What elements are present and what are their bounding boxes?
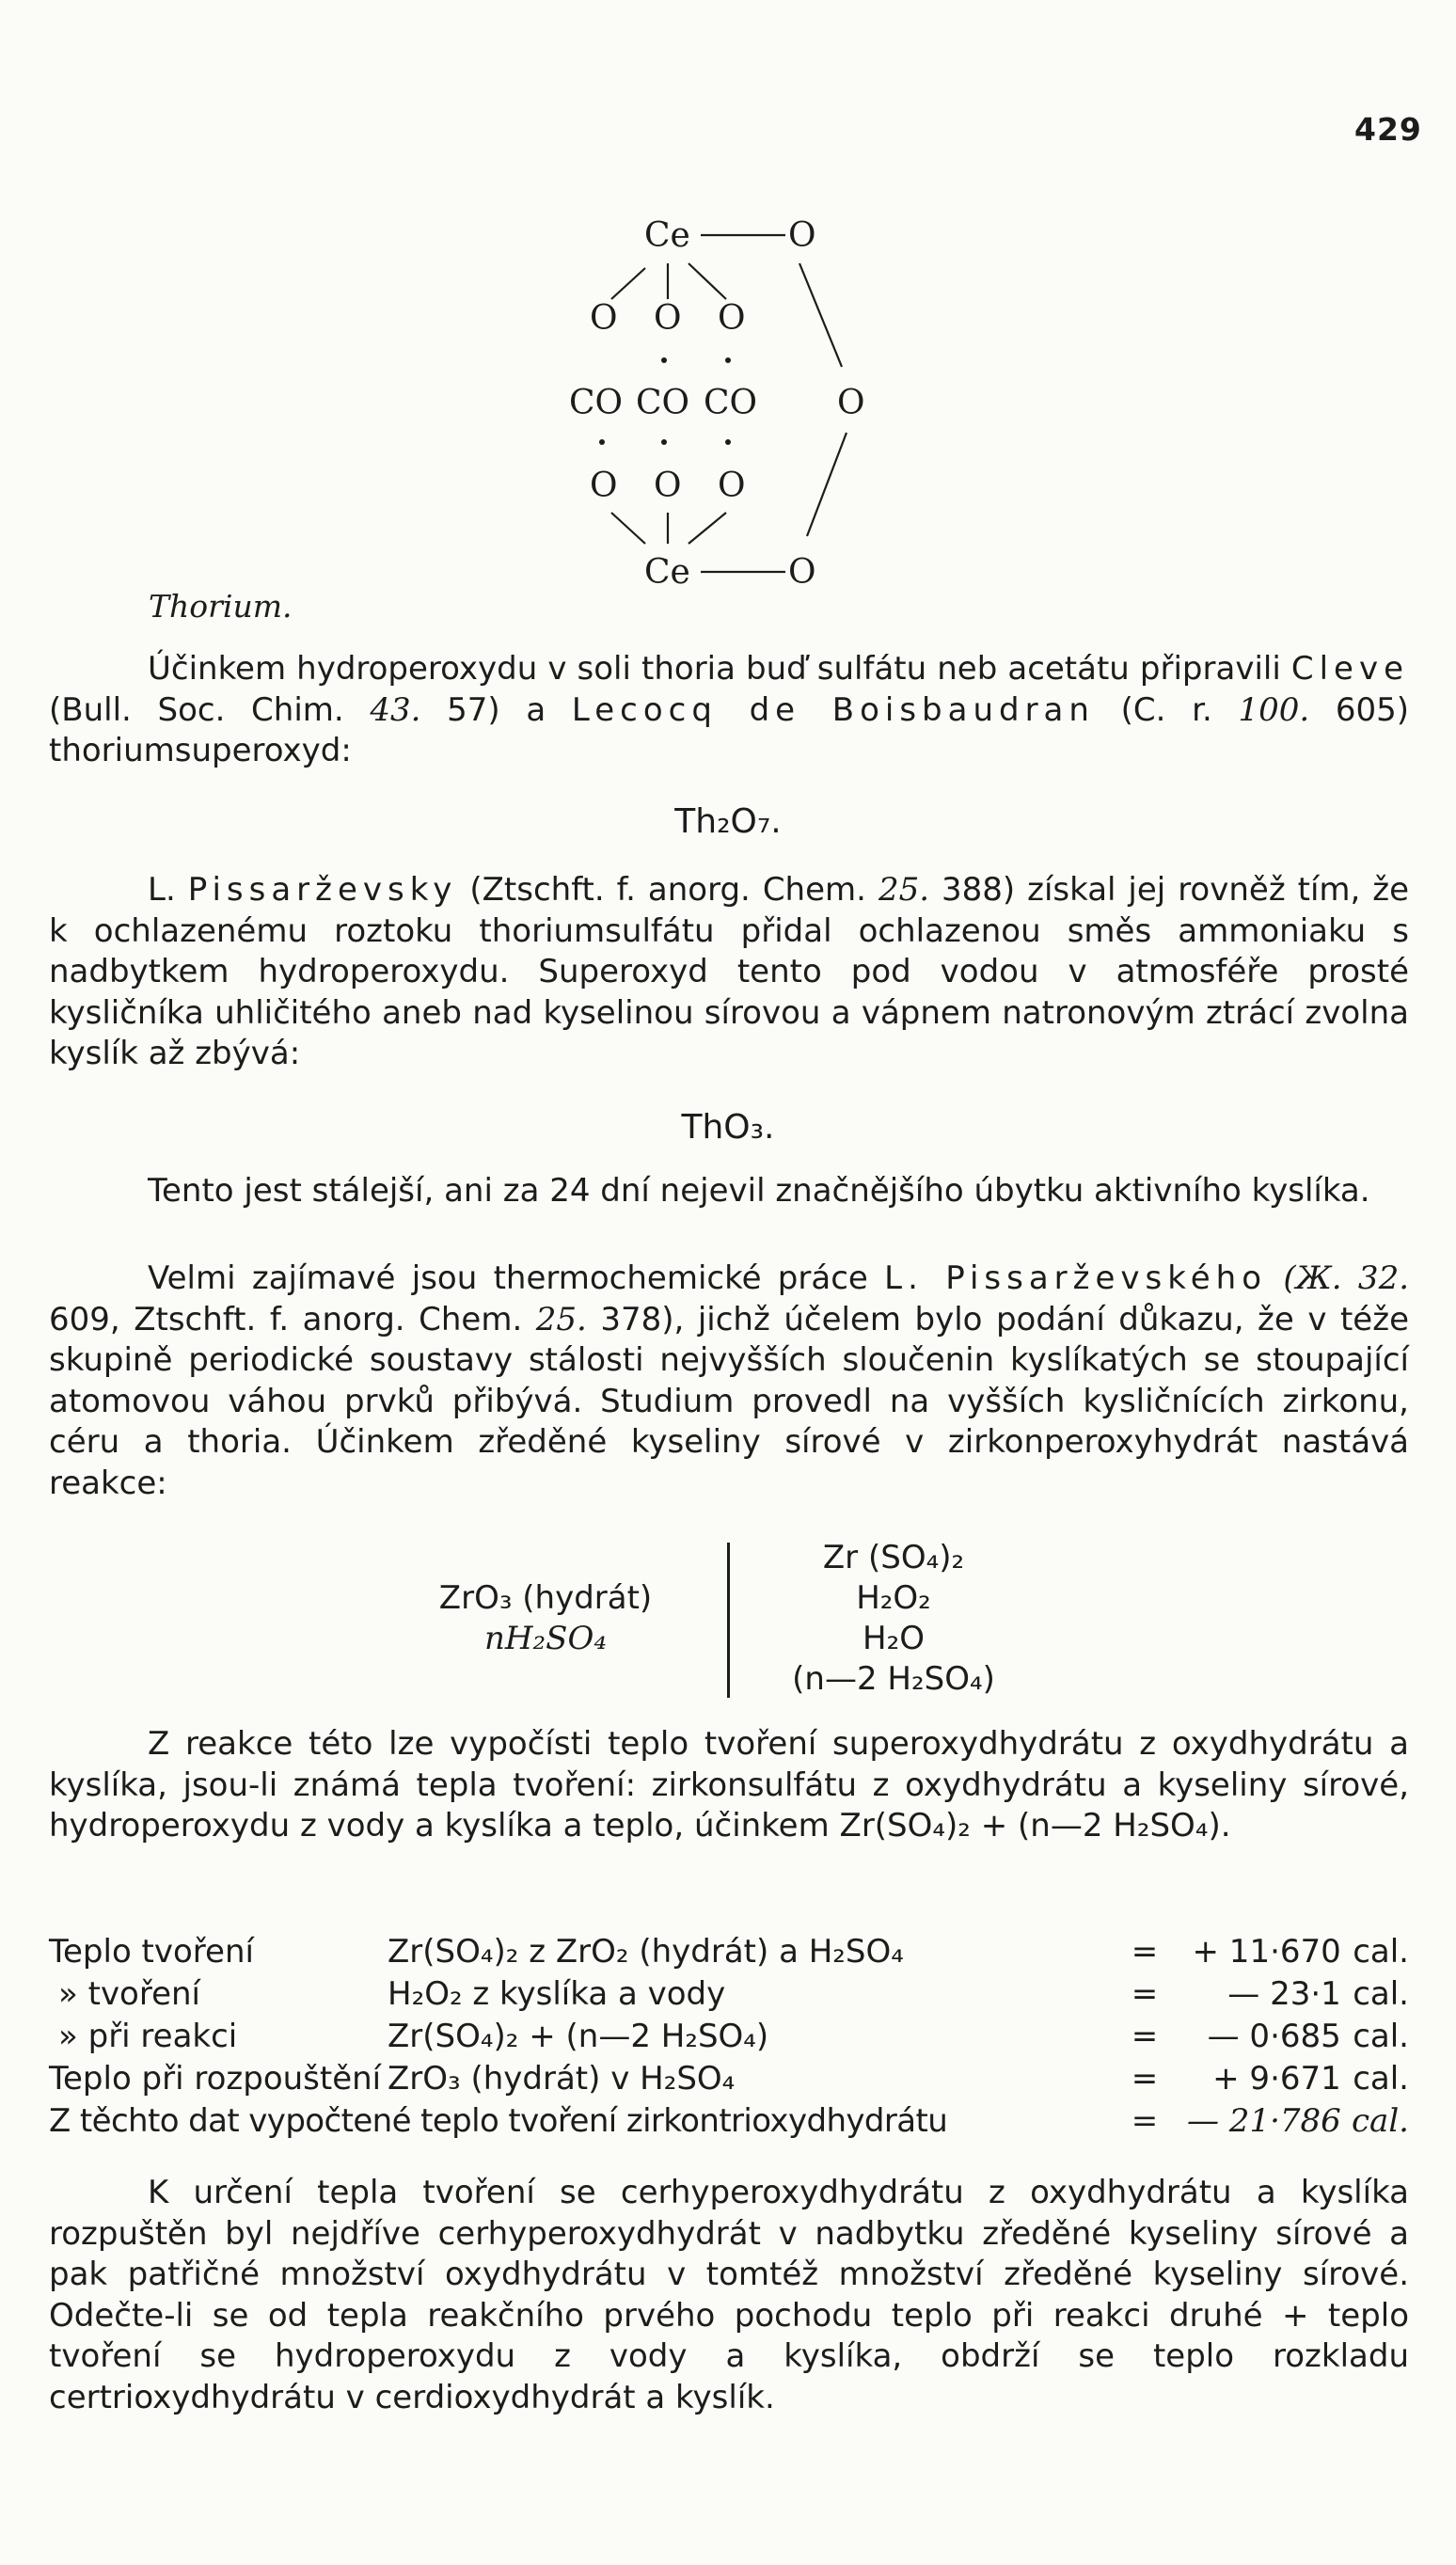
row-unit: cal. bbox=[1353, 1975, 1409, 2013]
atom-ce-top: Ce bbox=[644, 216, 690, 255]
reactant: ZrO₃ (hydrát) bbox=[438, 1579, 653, 1617]
formula-tho3: ThO₃. bbox=[681, 1108, 775, 1147]
bond-right-lower bbox=[807, 433, 847, 536]
section-label: Thorium. bbox=[149, 588, 293, 625]
atom-o-row2-2: O bbox=[654, 467, 682, 505]
formula-th2o7: Th₂O₇. bbox=[674, 802, 782, 841]
p5-text: Z reakce této lze vypočísti teplo tvoření superoxydhydrátu z oxydhydrátu a kyslíka, jsou-li známá tepla tvoření: zirkonsulfátu z oxydhydrátu a kyseliny sírové, hydroperoxydu z vody a kyslíka a teplo, účinkem Zr(SO₄)₂ + (n—2 H₂SO₄). bbox=[49, 1725, 1409, 1845]
row-desc: H₂O₂ z kyslíka a vody bbox=[388, 1975, 726, 2013]
row-eq: = bbox=[1131, 1933, 1159, 1971]
paragraph-thermochemistry bbox=[49, 1259, 1409, 1504]
row-value: — 21·786 bbox=[1187, 2102, 1341, 2140]
author-cleve: Cleve bbox=[1290, 650, 1409, 688]
bond-dot bbox=[725, 439, 731, 445]
p1-text: Účinkem hydroperoxydu v soli thoria buď sulfátu neb acetátu připravili bbox=[148, 650, 1281, 688]
atom-co-2: CO bbox=[636, 384, 690, 422]
table-row bbox=[49, 2055, 1409, 2098]
volume-ref: 100. bbox=[1238, 690, 1310, 729]
p1-text: (Bull. Soc. Chim. bbox=[49, 690, 344, 729]
page-number: 429 bbox=[1354, 111, 1422, 148]
author-pissarzevsky: Pissarževsky bbox=[187, 871, 458, 909]
product: H₂O bbox=[863, 1620, 925, 1657]
bond-ce-right bbox=[688, 263, 726, 299]
p1-text: 605) thoriumsuperoxyd: bbox=[49, 690, 1409, 769]
author-pissarzevskeho: L. Pissarževského bbox=[884, 1259, 1268, 1297]
author-lecocq: Lecocq de Boisbaudran bbox=[571, 690, 1095, 729]
bond-ce-left bbox=[611, 268, 645, 299]
bond-ce2-left bbox=[611, 513, 645, 544]
row-value: + 9·671 bbox=[1212, 2060, 1341, 2098]
paragraph-pissarzevsky bbox=[49, 870, 1409, 1075]
table-row bbox=[49, 2013, 1409, 2055]
table-row bbox=[49, 2098, 1409, 2140]
p4-text: 378), jichž účelem bylo podání důkazu, že v téže skupině periodické soustavy stálosti nejvyšších sloučenin kyslíkatých se stoupající atomovou váhou prvků přibývá. Studium provedl na vyšších kysličnících zirkonu, céru a thoria. Účinkem zředěné kyseliny sírové v zirkonperoxyhydrát nastává reakce: bbox=[49, 1300, 1409, 1502]
row-eq: = bbox=[1131, 2102, 1159, 2140]
atom-o-top-right: O bbox=[788, 216, 816, 255]
journal-ref: (Ж. 32. bbox=[1283, 1259, 1410, 1297]
atom-o-row2-3: O bbox=[718, 467, 746, 505]
row-unit: cal. bbox=[1353, 2060, 1409, 2098]
p2-text: (Ztschft. f. anorg. Chem. bbox=[469, 871, 866, 909]
p4-text: Velmi zajímavé jsou thermochemické práce bbox=[148, 1259, 868, 1297]
volume-ref: 25. bbox=[878, 871, 930, 909]
row-unit: cal. bbox=[1352, 2102, 1409, 2140]
atom-co-1: CO bbox=[569, 384, 624, 422]
paragraph-thorium-superoxide bbox=[49, 649, 1409, 772]
row-desc: Zr(SO₄)₂ z ZrO₂ (hydrát) a H₂SO₄ bbox=[388, 1933, 904, 1971]
volume-ref: 43. bbox=[370, 690, 421, 729]
p2-text: 388) získal jej rovněž tím, že k ochlazenému roztoku thoriumsulfátu přidal ochlazenou směs ammoniaku s nadbytkem hydroperoxydu. Superoxyd tento pod vodou v atmosféře prosté kysličníka uhličitého aneb nad kyselinou sírovou a vápnem natronovým ztrácí zvolna kyslík až zbývá: bbox=[49, 871, 1410, 1072]
row-label: » při reakci bbox=[58, 2018, 238, 2055]
atom-o-row1-1: O bbox=[590, 299, 618, 338]
structural-formula bbox=[0, 0, 1456, 640]
p6-text: K určení tepla tvoření se cerhyperoxydhydrátu z oxydhydrátu a kyslíka rozpuštěn byl nejdříve cerhyperoxydhydrát v nadbytku zředěné kyseliny sírové a pak patřičné množství oxydhydrátu v tomtéž množství zředěné kyseliny sírové. Odečte-li se od tepla reakčního prvého pochodu teplo při reakci druhé + teplo tvoření se hydroperoxydu z vody a kyslíka, obdrží se teplo rozkladu certrioxydhydrátu v cerdioxydhydrát a kyslík. bbox=[49, 2174, 1409, 2416]
row-value: — 23·1 bbox=[1227, 1975, 1341, 2013]
bond-dot bbox=[661, 439, 667, 445]
bond-right-upper bbox=[799, 263, 842, 367]
reaction-left bbox=[395, 1578, 696, 1659]
reactant: nH₂SO₄ bbox=[484, 1620, 607, 1657]
row-label: Z těchto dat vypočtené teplo tvoření zirkontrioxydhydrátu bbox=[49, 2102, 948, 2140]
row-unit: cal. bbox=[1353, 1933, 1409, 1971]
atom-ce-bottom: Ce bbox=[644, 553, 690, 592]
paragraph-heat-calculation bbox=[49, 1724, 1409, 1847]
p2-text: L. bbox=[148, 871, 176, 909]
row-eq: = bbox=[1131, 1975, 1159, 2013]
p1-text: 57) a bbox=[447, 690, 546, 729]
p4-text: 609, Ztschft. f. anorg. Chem. bbox=[49, 1300, 523, 1338]
atom-co-3: CO bbox=[704, 384, 758, 422]
row-label: Teplo při rozpouštění bbox=[49, 2060, 382, 2098]
product: (n—2 H₂SO₄) bbox=[792, 1660, 995, 1698]
row-value: — 0·685 bbox=[1207, 2018, 1341, 2055]
row-value: + 11·670 bbox=[1192, 1933, 1341, 1971]
atom-o-row1-3: O bbox=[718, 299, 746, 338]
row-label: Teplo tvoření bbox=[49, 1933, 254, 1971]
bond-dot bbox=[599, 439, 605, 445]
bond-ce2-right bbox=[688, 513, 726, 544]
table-row bbox=[49, 1928, 1409, 1971]
reaction-divider bbox=[727, 1543, 730, 1698]
product: Zr (SO₄)₂ bbox=[822, 1539, 965, 1576]
table-row bbox=[49, 1971, 1409, 2013]
atom-o-mid-right: O bbox=[837, 384, 865, 422]
reaction-right bbox=[743, 1538, 1044, 1700]
volume-ref: 25. bbox=[535, 1300, 587, 1338]
heat-table bbox=[49, 1928, 1409, 2140]
p3-text: Tento jest stálejší, ani za 24 dní nejevil značnějšího úbytku aktivního kyslíka. bbox=[148, 1172, 1370, 1210]
row-eq: = bbox=[1131, 2018, 1159, 2055]
p1-text: (C. r. bbox=[1120, 690, 1212, 729]
product: H₂O₂ bbox=[856, 1579, 931, 1617]
paragraph-stability bbox=[49, 1171, 1409, 1212]
row-eq: = bbox=[1131, 2060, 1159, 2098]
paragraph-cerium-heat bbox=[49, 2173, 1409, 2418]
row-label: » tvoření bbox=[58, 1975, 201, 2013]
bond-dot bbox=[725, 357, 731, 363]
atom-o-bottom-right: O bbox=[788, 553, 816, 592]
row-desc: Zr(SO₄)₂ + (n—2 H₂SO₄) bbox=[388, 2018, 769, 2055]
row-unit: cal. bbox=[1353, 2018, 1409, 2055]
bond-dot bbox=[661, 357, 667, 363]
atom-o-row2-1: O bbox=[590, 467, 618, 505]
row-desc: ZrO₃ (hydrát) v H₂SO₄ bbox=[388, 2060, 736, 2098]
atom-o-row1-2: O bbox=[654, 299, 682, 338]
